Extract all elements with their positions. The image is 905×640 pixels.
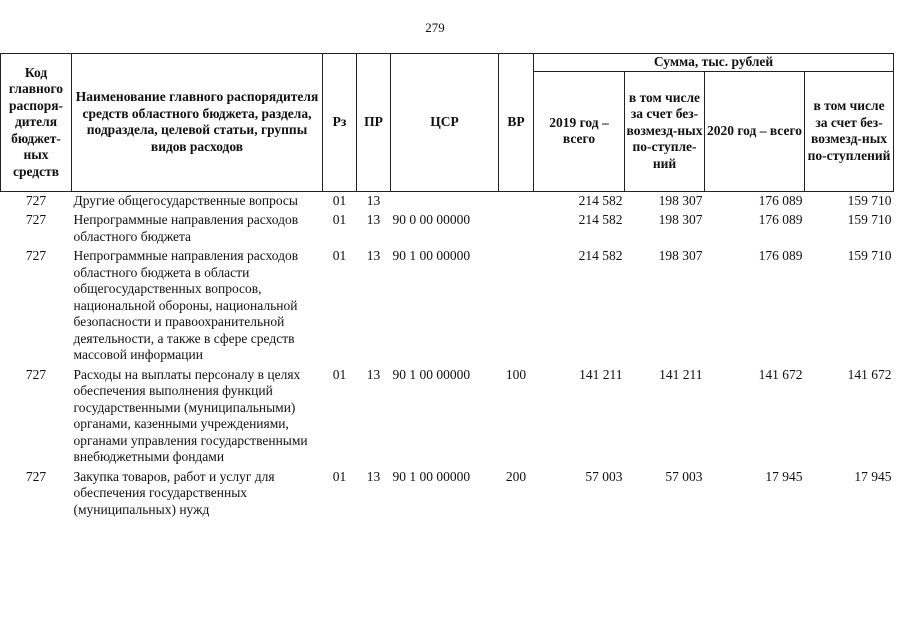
table-row bbox=[1, 247, 894, 366]
cell-2019-grants: 57 003 bbox=[665, 468, 703, 484]
table-row bbox=[1, 468, 894, 521]
header-2020-grants: в том числе за счет без-возмезд-ных по-ступлений bbox=[805, 71, 894, 191]
cell-vr bbox=[499, 191, 534, 211]
table-row bbox=[1, 366, 894, 468]
cell-2019-grants: 198 307 bbox=[658, 248, 703, 263]
header-name: Наименование главного распорядителя средств областного бюджета, раздела, подраздела, целевой статьи, группы видов расходов bbox=[72, 54, 323, 192]
cell-2019-grants: 198 307 bbox=[658, 192, 703, 208]
cell-rz: 01 bbox=[332, 212, 347, 227]
cell-name: Непрограммные направления расходов областного бюджета bbox=[73, 212, 299, 244]
header-vr: ВР bbox=[499, 54, 534, 192]
cell-rz: 01 bbox=[332, 248, 347, 263]
cell-2020-grants: 159 710 bbox=[847, 192, 892, 208]
cell-2020-grants: 159 710 bbox=[847, 212, 892, 227]
budget-table bbox=[0, 53, 894, 520]
cell-name: Расходы на выплаты персоналу в целях обеспечения выполнения функций государственными (муниципальными) органами, казенными учреждениями, органами управления государственными внебюджетными фондами bbox=[73, 366, 308, 464]
page-number: 279 bbox=[425, 20, 445, 35]
cell-code: 727 bbox=[25, 468, 47, 484]
cell-2020-grants: 159 710 bbox=[847, 248, 892, 263]
cell-vr: 100 bbox=[505, 366, 527, 382]
cell-code: 727 bbox=[25, 366, 47, 382]
cell-pr: 13 bbox=[366, 468, 381, 484]
cell-2019-total: 141 211 bbox=[579, 366, 623, 382]
cell-code: 727 bbox=[25, 212, 47, 227]
cell-2019-total: 57 003 bbox=[585, 468, 623, 484]
cell-2019-grants: 141 211 bbox=[659, 366, 703, 382]
cell-csr bbox=[391, 191, 499, 211]
cell-2020-total: 141 672 bbox=[758, 366, 803, 382]
cell-2020-total: 176 089 bbox=[758, 192, 803, 208]
cell-name: Другие общегосударственные вопросы bbox=[73, 192, 298, 208]
cell-name: Непрограммные направления расходов областного бюджета в области общегосударственных вопросов, национальной обороны, национальной безопасности и правоохранительной деятельности, а также в сфере средств массовой информации bbox=[73, 248, 299, 362]
cell-pr: 13 bbox=[366, 366, 381, 382]
table-row bbox=[1, 191, 894, 211]
cell-2020-grants: 17 945 bbox=[854, 468, 892, 484]
cell-rz: 01 bbox=[332, 468, 347, 484]
cell-vr bbox=[499, 247, 534, 366]
cell-name: Закупка товаров, работ и услуг для обеспечения государственных (муниципальных) нужд bbox=[73, 468, 275, 517]
header-csr: ЦСР bbox=[391, 54, 499, 192]
header-2019-total: 2019 год – всего bbox=[534, 71, 625, 191]
cell-rz: 01 bbox=[332, 366, 347, 382]
header-sum-group: Сумма, тыс. рублей bbox=[534, 54, 894, 72]
cell-csr: 90 1 00 00000 bbox=[392, 248, 471, 263]
cell-code: 727 bbox=[25, 248, 47, 263]
cell-pr: 13 bbox=[366, 212, 381, 227]
cell-csr: 90 1 00 00000 bbox=[392, 468, 471, 484]
cell-csr: 90 0 00 00000 bbox=[392, 212, 471, 227]
cell-2019-grants: 198 307 bbox=[658, 212, 703, 227]
header-pr: ПР bbox=[357, 54, 391, 192]
header-2019-grants: в том числе за счет без-возмезд-ных по-ступле-ний bbox=[625, 71, 705, 191]
cell-2020-total: 17 945 bbox=[765, 468, 803, 484]
cell-2019-total: 214 582 bbox=[578, 192, 623, 208]
cell-vr bbox=[499, 211, 534, 247]
cell-vr: 200 bbox=[505, 468, 527, 484]
header-rz: Рз bbox=[323, 54, 357, 192]
cell-pr: 13 bbox=[366, 192, 381, 208]
cell-code: 727 bbox=[25, 192, 47, 208]
cell-2019-total: 214 582 bbox=[578, 212, 623, 227]
cell-rz: 01 bbox=[332, 192, 347, 208]
cell-2020-total: 176 089 bbox=[758, 212, 803, 227]
header-code: Код главного распоря-дителя бюджет-ных средств bbox=[1, 54, 72, 192]
cell-2020-total: 176 089 bbox=[758, 248, 803, 263]
cell-csr: 90 1 00 00000 bbox=[392, 366, 471, 382]
cell-pr: 13 bbox=[366, 248, 381, 263]
header-2020-total: 2020 год – всего bbox=[705, 71, 805, 191]
cell-2020-grants: 141 672 bbox=[847, 366, 892, 382]
cell-2019-total: 214 582 bbox=[578, 248, 623, 263]
table-row bbox=[1, 211, 894, 247]
